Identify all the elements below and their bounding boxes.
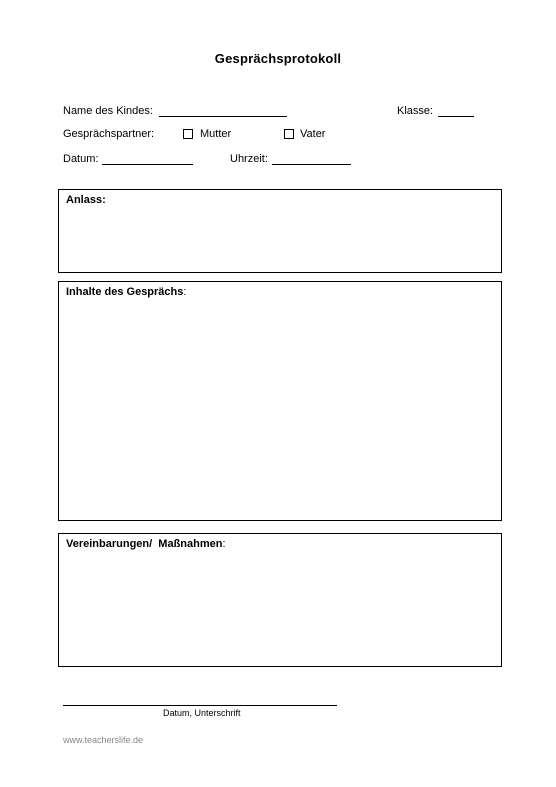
- date-field[interactable]: [102, 164, 193, 165]
- time-field[interactable]: [272, 164, 351, 165]
- mother-label: Mutter: [200, 128, 232, 140]
- time-label: Uhrzeit:: [230, 153, 268, 165]
- child-name-field[interactable]: [159, 116, 287, 117]
- contents-box[interactable]: [58, 281, 502, 521]
- occasion-label: Anlass:: [66, 194, 106, 206]
- agreements-box[interactable]: [58, 533, 502, 667]
- father-checkbox[interactable]: [284, 129, 294, 139]
- class-field[interactable]: [438, 116, 474, 117]
- class-label: Klasse:: [397, 105, 434, 117]
- signature-line[interactable]: [63, 705, 337, 706]
- website-link[interactable]: www.teacherslife.de: [63, 735, 144, 745]
- partner-label: Gesprächspartner:: [63, 128, 155, 140]
- page-title: Gesprächsprotokoll: [214, 51, 342, 66]
- mother-checkbox[interactable]: [183, 129, 193, 139]
- father-label: Vater: [300, 128, 326, 140]
- date-label: Datum:: [63, 153, 99, 165]
- signature-caption: Datum, Unterschrift: [163, 708, 241, 718]
- occasion-box[interactable]: [58, 189, 502, 273]
- agreements-label: Vereinbarungen/ Maßnahmen:: [66, 538, 226, 550]
- child-name-label: Name des Kindes:: [63, 105, 153, 117]
- contents-label: Inhalte des Gesprächs:: [66, 286, 187, 298]
